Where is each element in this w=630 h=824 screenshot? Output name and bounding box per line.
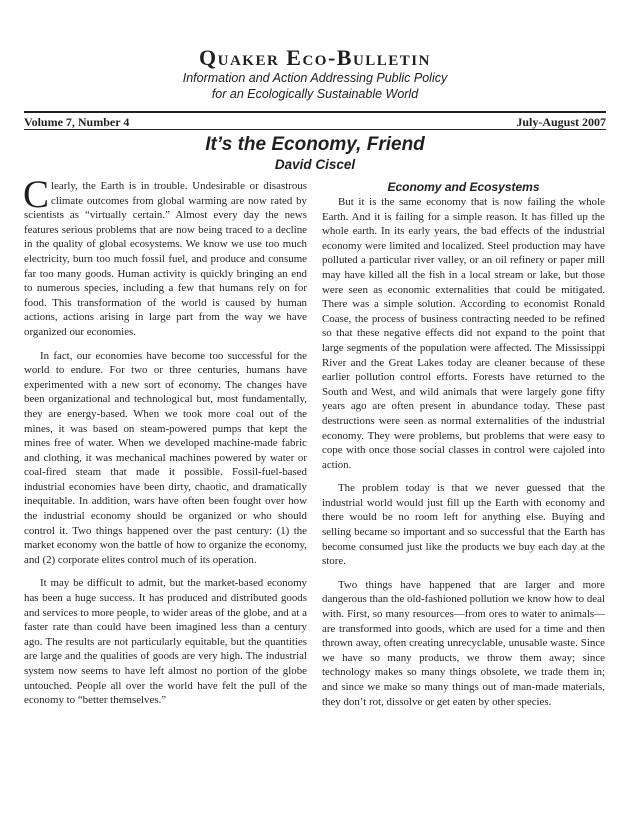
newsletter-subtitle-line2: for an Ecologically Sustainable World <box>211 87 419 101</box>
newsletter-title: Quaker Eco-Bulletin <box>199 45 431 70</box>
header-rule-top <box>24 111 606 113</box>
article-paragraph: Two things have happened that are larger and more dangerous than the old-fashioned pollution we know how to deal with. First, so many resources—from ores to water to animals—are transformed into goods, which are used for a time and then thrown away, often creating unrecyclable, unusable waste. Since we have so many products, we throw them away; since technology makes so many things obsolete, we trade them in; and since we make so many things out of man-made materials, they don’t rot, dissolve or get eaten by other species. <box>322 578 605 708</box>
issue-info-row <box>24 115 606 129</box>
issue-date: July-August 2007 <box>516 115 606 129</box>
article-author: David Ciscel <box>274 157 356 172</box>
article-title: It’s the Economy, Friend <box>205 134 425 155</box>
masthead <box>0 46 630 102</box>
right-column <box>322 181 605 718</box>
paragraph-text: learly, the Earth is in trouble. Undesirable or disastrous climate outcomes from global warming are now rated by scientists as “virtually certain.” Almost every day the news features serious problems that are now being traced to a decline in the quality of global ecosystems. We know we use too much electricity, burn too much fossil fuel, and produce and consume far too many goods. Human activity is quickly bringing an end to numerous species, including a few that humans rely on for food. This transformation of the world is caused by human actions, actions arising in large part from the way we have organized our economies. <box>24 180 307 338</box>
left-column <box>23 173 307 717</box>
drop-cap: C <box>23 173 50 216</box>
article-paragraph: It may be difficult to admit, but the market-based economy has been a huge success. It has produced and distributed goods and services to more people, to wider areas of the globe, and at a faster rate than could have been imagined less than a century ago. The results are not particularly equitable, but the quantities are large and the qualities of goods are very high. The industrial system now seems to have left almost no portion of the globe untouched. People all over the world have felt the pull of the economy to “better themselves.” <box>24 577 307 707</box>
article-paragraph <box>23 173 307 340</box>
article-paragraph: But it is the same economy that is now failing the whole Earth. And it is failing for a simple reason. It has filled up the whole earth. In its early years, the bad effects of the industrial economy were limited and localized. Steel production may have polluted a particular river valley, or an oil refinery or paper mill may have killed all the fish in a local stream or lake, but those were seen as economic externalities that could be mitigated. There was a simple solution. According to economist Ronald Coase, the process of business contracting needed to be refined so that these negative effects did not expand to the point that large segments of the population were affected. The Mississippi River and the Great Lakes today are cleaner because of these earlier pollution control efforts. Forests have returned to the South and West, and wild animals that were largely gone fifty years ago are often present in abundance today. These past destructions were seen as normal externalities of the industrial economy. They were problems, but problems that were easy to cope with once those social classes in control were cajoled into action. <box>322 196 605 471</box>
header-rule-bottom <box>24 129 606 130</box>
issue-volume: Volume 7, Number 4 <box>24 115 130 129</box>
article-paragraph: In fact, our economies have become too successful for the world to endure. For two or three centuries, humans have experimented with a new sort of economy. The changes have been organizational and technological but, most fundamentally, they are energy-based. When we took more coal out of the mines, it was based on steam-powered pumps that kept the mines free of water. When we developed machine-made fabric and clothing, it was mechanical machines powered by water or coal-fired steam that made it possible. Fossil-fuel-based industrial economies have been dirty, chaotic, and dramatically inequitable. In addition, wars have often been fought over how the industrial economy should be organized or who should control it. Two things happened over the past century: (1) the market economy won the battle of how to organize the economy, and (2) corporate elites control much of its operation. <box>24 349 307 566</box>
article-paragraph: The problem today is that we never guessed that the industrial world would just fill up the Earth with economy and there would be no room left for anything else. Buying and selling became so important and so successful that the Earth has become consumed just like the products we buy each day at the store. <box>322 482 605 568</box>
newsletter-subtitle-line1: Information and Action Addressing Public Policy <box>182 71 448 85</box>
section-heading: Economy and Ecosystems <box>387 180 540 194</box>
